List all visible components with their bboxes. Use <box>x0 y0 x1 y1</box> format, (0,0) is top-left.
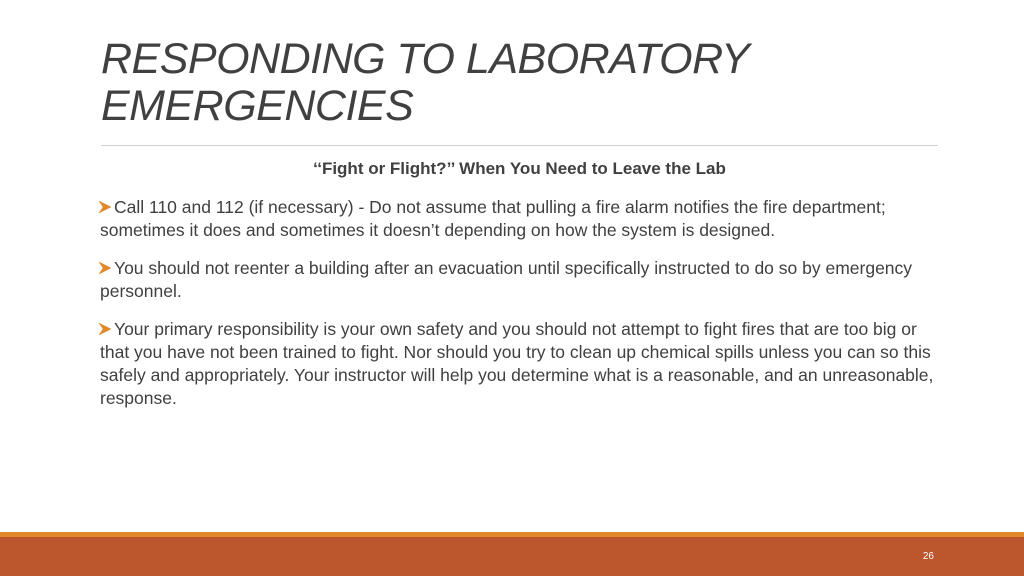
footer-bar <box>0 537 1024 576</box>
bullet-item <box>93 257 939 303</box>
slide-title <box>101 36 941 130</box>
bullet-text: Your primary responsibility is your own safety and you should not attempt to fight fires that are too big or that you have not been trained to fight. Nor should you try to clean up chemical spills unless you can so this safely and appropriately. Your instructor will help you determine what is a reasonable, and an unreasonable, response. <box>100 319 934 408</box>
page-number: 26 <box>922 551 934 562</box>
slide-title-line-2: EMERGENCIES <box>101 82 414 130</box>
title-divider <box>101 145 938 146</box>
arrow-bullet-icon <box>98 322 112 336</box>
arrow-bullet-icon <box>98 261 112 275</box>
slide-subheading: ‘‘Fight or Flight?’’ When You Need to Leave the Lab <box>313 159 726 178</box>
bullet-item <box>93 196 939 242</box>
bullet-item <box>93 318 939 410</box>
bullet-list <box>93 196 939 425</box>
arrow-bullet-icon <box>98 200 112 214</box>
bullet-text: Call 110 and 112 (if necessary) - Do not assume that pulling a fire alarm notifies the fire department; sometimes it does and sometimes it doesn’t depending on how the system is designed. <box>100 197 886 240</box>
bullet-text: You should not reenter a building after an evacuation until specifically instructed to do so by emergency personnel. <box>100 258 913 301</box>
slide-title-line-1: RESPONDING TO LABORATORY <box>101 35 750 83</box>
